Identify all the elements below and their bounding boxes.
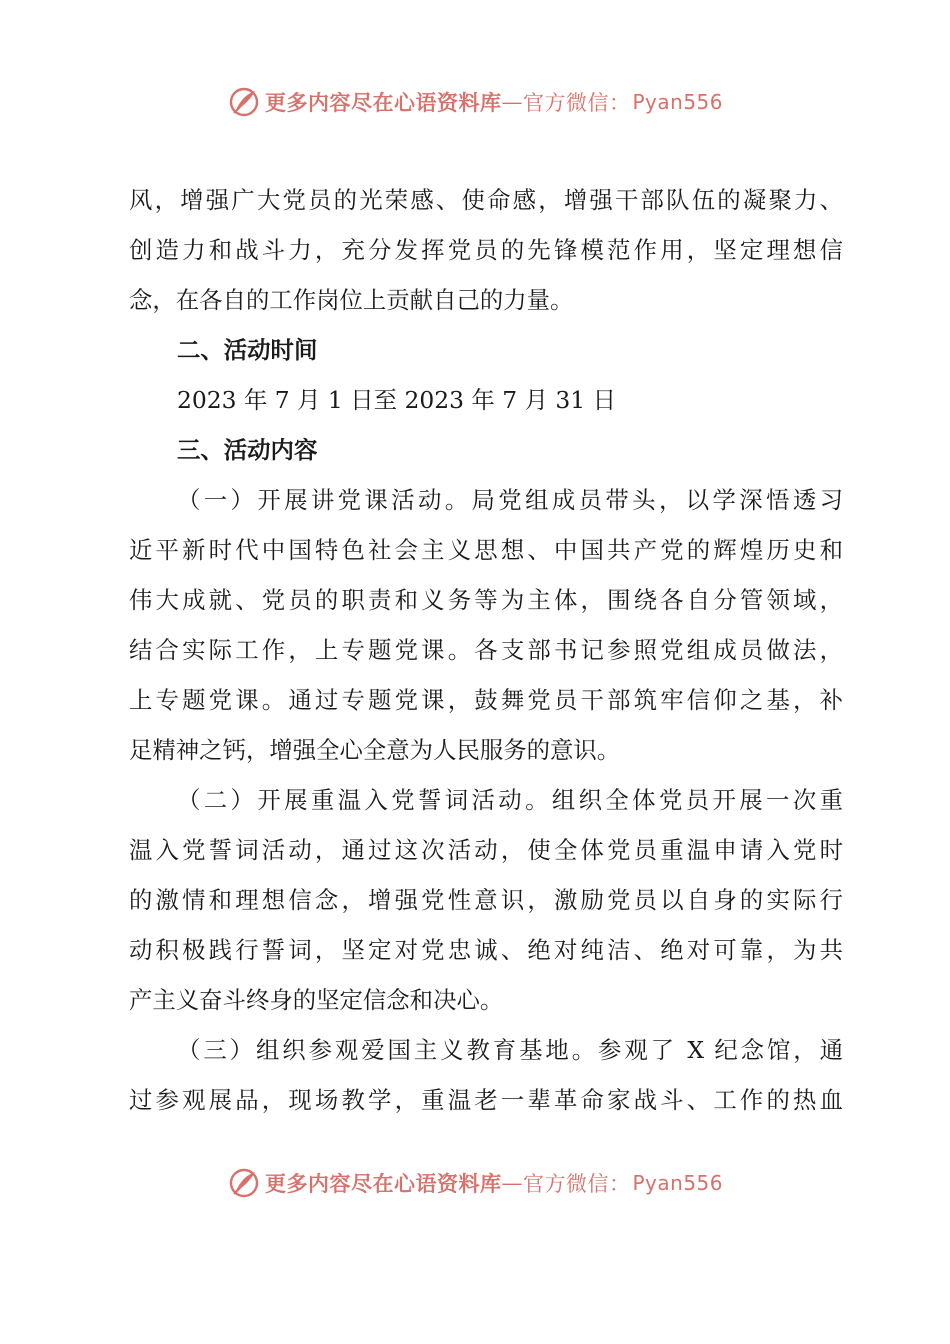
text-line: 伟大成就、党员的职责和义务等为主体，围绕各自分管领域， <box>129 586 843 614</box>
footer-watermark-banner <box>0 1163 950 1203</box>
banner-dash: — <box>501 1171 523 1195</box>
text-line: 风，增强广大党员的光荣感、使命感，增强干部队伍的凝聚力、 <box>129 186 843 214</box>
activity-date-range: 2023 年 7 月 1 日至 2023 年 7 月 31 日 <box>177 386 616 414</box>
text-line: （三）组织参观爱国主义教育基地。参观了 X 纪念馆，通 <box>177 1036 843 1064</box>
section-heading-time: 二、活动时间 <box>177 336 318 364</box>
header-watermark-banner <box>0 82 950 122</box>
banner-brand-text: 更多内容尽在心语资料库 <box>264 90 502 115</box>
text-line: 足精神之钙，增强全心全意为人民服务的意识。 <box>129 736 621 764</box>
text-line: 创造力和战斗力，充分发挥党员的先锋模范作用，坚定理想信 <box>129 236 843 264</box>
text-line: 的激情和理想信念，增强党性意识，激励党员以自身的实际行 <box>129 886 843 914</box>
text-line: 结合实际工作，上专题党课。各支部书记参照党组成员做法， <box>129 636 843 664</box>
banner-wechat-id: Pyan556 <box>632 1171 723 1195</box>
quill-logo-icon <box>227 85 261 119</box>
quill-logo-icon <box>227 1166 261 1200</box>
text-line: 近平新时代中国特色社会主义思想、中国共产党的辉煌历史和 <box>129 536 843 564</box>
document-body <box>129 175 843 1125</box>
text-line: 动积极践行誓词，坚定对党忠诚、绝对纯洁、绝对可靠，为共 <box>129 936 843 964</box>
text-line: 过参观展品，现场教学，重温老一辈革命家战斗、工作的热血 <box>129 1086 843 1114</box>
text-line: 产主义奋斗终身的坚定信念和决心。 <box>129 986 504 1014</box>
banner-dash: — <box>501 90 523 114</box>
banner-brand-text: 更多内容尽在心语资料库 <box>264 1171 502 1196</box>
text-line: （二）开展重温入党誓词活动。组织全体党员开展一次重 <box>177 786 843 814</box>
banner-wechat-label: 官方微信： <box>522 1172 631 1196</box>
text-line: 温入党誓词活动，通过这次活动，使全体党员重温申请入党时 <box>129 836 843 864</box>
text-line: 上专题党课。通过专题党课，鼓舞党员干部筑牢信仰之基，补 <box>129 686 843 714</box>
text-line: （一）开展讲党课活动。局党组成员带头，以学深悟透习 <box>177 486 843 514</box>
banner-wechat-label: 官方微信： <box>522 91 631 115</box>
section-heading-content: 三、活动内容 <box>177 436 318 464</box>
text-line: 念，在各自的工作岗位上贡献自己的力量。 <box>129 286 574 314</box>
banner-wechat-id: Pyan556 <box>632 90 723 114</box>
